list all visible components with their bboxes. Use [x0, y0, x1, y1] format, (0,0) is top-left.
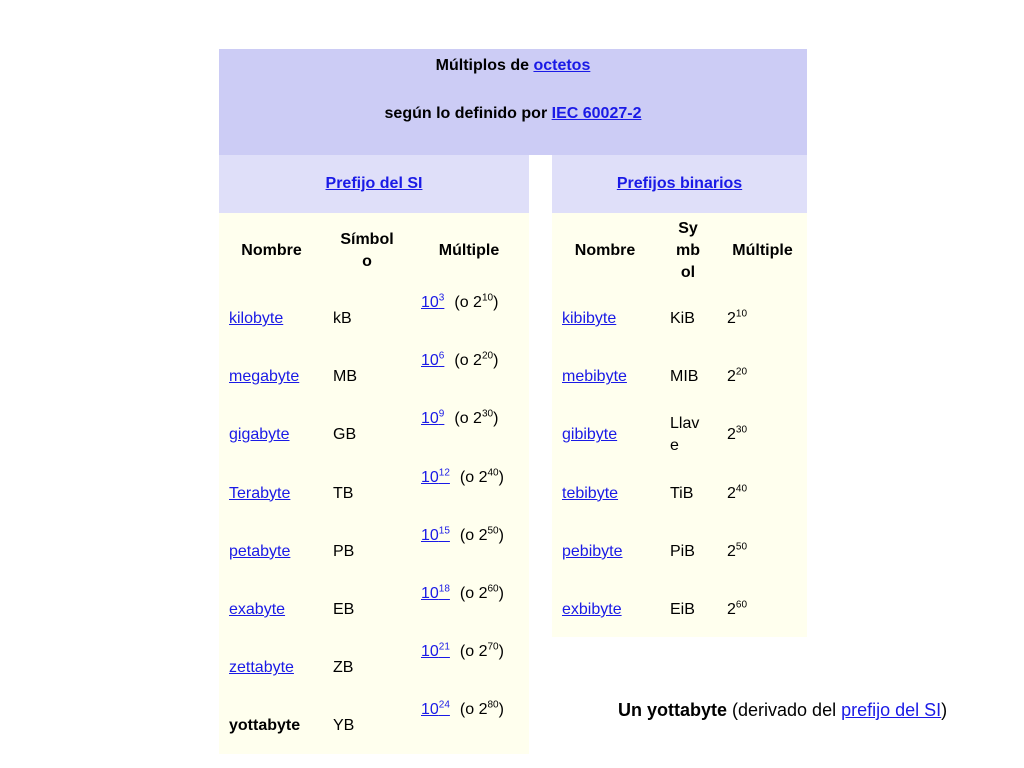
- bin-row-symbol: KiB: [670, 310, 695, 327]
- si-row-exp2: 10: [481, 292, 494, 304]
- si-row-exp2: 40: [487, 467, 499, 479]
- si-col-nombre: Nombre: [241, 242, 302, 259]
- bin-row-multiple: $2^{30}$: [727, 425, 748, 444]
- bin-row-multiple: $2^{20}$: [727, 366, 748, 386]
- si-col-simbolo: [331, 229, 403, 273]
- bin-row-exp2: 20: [735, 366, 748, 378]
- si-prefix-link[interactable]: Prefijo del SI: [325, 175, 423, 192]
- bin-col-symbol-line1: Sy: [678, 220, 698, 237]
- si-row-alt: (o $2^{70}$): [459, 641, 504, 661]
- si-row-name[interactable]: megabyte: [229, 368, 300, 386]
- si-row-symbol: TB: [333, 484, 354, 502]
- si-col-multiple: Múltiple: [438, 242, 500, 259]
- si-prefix-header: [219, 155, 529, 213]
- si-row-name[interactable]: zettabyte: [229, 659, 294, 677]
- si-row-symbol: YB: [333, 717, 355, 735]
- si-row-exp10: 12: [438, 467, 450, 479]
- si-row-name[interactable]: petabyte: [229, 542, 291, 560]
- si-row-exp2: 60: [487, 583, 499, 595]
- si-row-exp10: 3: [438, 292, 445, 304]
- si-row-name[interactable]: exabyte: [229, 601, 286, 618]
- si-row-multiple: [421, 410, 498, 428]
- binary-table: [552, 213, 807, 637]
- bin-col-multiple: Múltiple: [732, 242, 793, 259]
- si-row-alt: (o $2^{40}$): [459, 467, 504, 486]
- bin-row-exp2: 40: [735, 483, 748, 495]
- bin-row-symbol: Llave: [670, 415, 700, 455]
- si-row-exp10: 21: [438, 641, 450, 653]
- bin-row-name[interactable]: exbibyte: [562, 601, 622, 618]
- si-row-multiple: [421, 585, 504, 603]
- si-row-power-link[interactable]: $10^9$: [421, 409, 445, 428]
- si-col-simbolo-line1: Símbol: [340, 231, 394, 248]
- bin-col-symbol-line3: ol: [680, 264, 696, 281]
- iec-link[interactable]: IEC 60027-2: [551, 105, 642, 122]
- si-row-name[interactable]: gigabyte: [229, 426, 290, 444]
- si-row-multiple: [421, 294, 498, 312]
- si-row-exp10: 18: [438, 583, 450, 595]
- si-row-name: yottabyte: [229, 717, 301, 735]
- footer-close: ): [941, 700, 948, 720]
- si-row-exp2: 70: [487, 641, 499, 653]
- si-row-alt: (o $2^{60}$): [459, 583, 504, 602]
- bin-row-name[interactable]: kibibyte: [562, 310, 617, 327]
- header-line-2: [219, 105, 807, 123]
- si-row-name[interactable]: kilobyte: [229, 310, 284, 327]
- footer-text: (derivado del: [727, 700, 842, 720]
- binary-prefix-header: [552, 155, 807, 213]
- si-row-exp10: 6: [438, 350, 445, 362]
- bin-row-exp2: 10: [735, 308, 748, 320]
- si-row-power-link[interactable]: $10^{21}$: [421, 641, 450, 661]
- si-row-power-link[interactable]: $10^3$: [421, 292, 445, 311]
- bin-row-symbol: MIB: [670, 368, 699, 386]
- bin-col-nombre: Nombre: [574, 242, 636, 259]
- si-row-exp10: 9: [438, 409, 445, 421]
- bin-row-name[interactable]: tebibyte: [562, 484, 619, 502]
- si-row-multiple: [421, 527, 504, 545]
- si-row-power-link[interactable]: $10^{24}$: [421, 700, 450, 719]
- footer-si-link[interactable]: prefijo del SI: [841, 700, 942, 720]
- bin-row-name[interactable]: gibibyte: [562, 426, 618, 444]
- bin-row-symbol: EiB: [670, 601, 695, 618]
- si-row-exp10: 15: [438, 525, 450, 537]
- si-row-alt: (o $2^{20}$): [454, 350, 499, 370]
- si-row-symbol: ZB: [333, 659, 354, 677]
- footer-bold: Un yottabyte: [618, 700, 728, 720]
- si-row-exp2: 30: [481, 409, 494, 421]
- bin-row-multiple: $2^{40}$: [727, 483, 748, 502]
- bin-row-name[interactable]: mebibyte: [562, 368, 627, 386]
- bin-row-multiple: $2^{60}$: [727, 599, 748, 618]
- si-row-power-link[interactable]: $10^{12}$: [421, 467, 450, 486]
- si-row-exp10: 24: [438, 700, 450, 712]
- bin-col-symbol-line2: mb: [676, 242, 700, 259]
- table-header: [219, 49, 807, 155]
- bin-row-multiple: $2^{50}$: [727, 541, 748, 560]
- si-col-simbolo-line2: o: [362, 253, 372, 270]
- binary-prefix-link[interactable]: Prefijos binarios: [616, 175, 743, 192]
- si-row-alt: (o $2^{10}$): [454, 292, 499, 311]
- si-table: [219, 213, 529, 754]
- bin-row-name[interactable]: pebibyte: [562, 542, 623, 560]
- footer-note: [618, 700, 947, 721]
- si-row-exp2: 20: [481, 350, 494, 362]
- header-line-1-text: Múltiplos de: [435, 57, 534, 74]
- bin-row-symbol: TiB: [670, 484, 694, 502]
- si-row-symbol: GB: [333, 426, 357, 444]
- si-row-symbol: MB: [333, 368, 357, 386]
- si-row-symbol: kB: [333, 310, 352, 327]
- si-row-exp2: 50: [487, 525, 499, 537]
- bin-row-exp2: 60: [735, 599, 748, 611]
- si-row-alt: (o $2^{50}$): [459, 525, 504, 544]
- header-line-2-text: según lo definido por: [384, 105, 552, 122]
- bin-row-multiple: $2^{10}$: [727, 308, 748, 327]
- bin-row-exp2: 30: [735, 425, 748, 437]
- si-row-symbol: EB: [333, 601, 355, 618]
- si-row-multiple: [421, 701, 504, 719]
- bin-col-symbol: [668, 218, 708, 284]
- si-row-power-link[interactable]: $10^{15}$: [421, 525, 450, 544]
- si-row-multiple: [421, 469, 504, 487]
- si-row-alt: (o $2^{30}$): [454, 409, 499, 428]
- si-row-power-link[interactable]: $10^{18}$: [421, 583, 450, 602]
- si-row-exp2: 80: [487, 700, 499, 712]
- header-line-1: [219, 57, 807, 75]
- si-row-power-link[interactable]: $10^6$: [421, 350, 445, 370]
- si-row-multiple: [421, 643, 504, 661]
- si-row-symbol: PB: [333, 542, 355, 560]
- si-row-name[interactable]: Terabyte: [229, 484, 291, 502]
- si-row-multiple: [421, 352, 498, 370]
- si-row-alt: (o $2^{80}$): [459, 700, 504, 719]
- bin-row-exp2: 50: [735, 541, 748, 553]
- octetos-link[interactable]: octetos: [533, 57, 591, 74]
- bin-row-symbol: PiB: [670, 542, 695, 560]
